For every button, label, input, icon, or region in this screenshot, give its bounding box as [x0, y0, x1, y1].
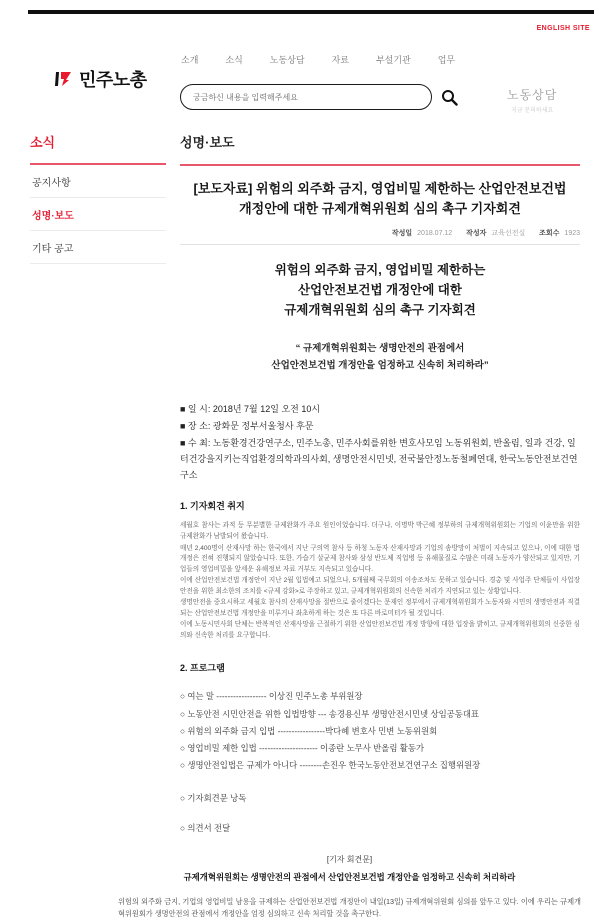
event-info-list — [180, 401, 580, 484]
body-paragraph-5: 이에 노동시민사회 단체는 반복적인 산재사망을 근절하기 위한 산업안전보건법 개정 방향에 대한 입장을 밝히고, 규제개혁위원회의 신중한 심의와 신속한 처리를 요구합니다. — [180, 621, 580, 639]
program-list — [180, 688, 580, 774]
search-input[interactable] — [180, 84, 432, 110]
search-bar — [180, 84, 458, 110]
headline-line-1: 위험의 외주화 금지, 영업비밀 제한하는 — [274, 263, 486, 278]
article-meta — [180, 228, 580, 238]
english-site-link[interactable]: ENGLISH SITE — [536, 25, 590, 32]
statement-body: 위험의 외주화 금지, 기업의 영업비밀 남용을 규제하는 산업안전보건법 개정안이 내일(13일) 규제개혁위원회 심의를 앞두고 있다. 이에 우리는 규제개혁위원회가 생명안전의 관점에서 개정안을 엄정 심의하고 신속 처리할 것을 촉구한다. — [118, 896, 581, 919]
sidebar — [30, 132, 166, 264]
meta-date-label: 작성일 — [391, 230, 413, 238]
statement-title: 규제개혁위원회는 생명안전의 관점에서 산업안전보건법 개정안을 엄정하고 신속히 처리하라 — [183, 871, 516, 882]
quote-line-2: 산업안전보건법 개정안을 엄정하고 신속히 처리하라” — [271, 359, 489, 371]
kctu-logo[interactable] — [54, 66, 147, 92]
meta-date-value: 2018.07.12 — [417, 230, 453, 238]
body-paragraph-3: 이에 산업안전보건법 개정안이 지난 2월 입법예고 되었으나, 5개월째 국무회의 이송조차도 못하고 있습니다. 경총 및 사업주 단체들이 사업장 안전을 위한 최소한의 조치를 <규제 강화>로 주장하고 있고, 규제개혁위원회의 신속한 처리가 지연되고 있는 상황입니다. — [180, 577, 580, 595]
meta-views-value: 1923 — [564, 230, 580, 238]
event-info-hosts: ■ 수 최: 노동환경건강연구소, 민주노총, 민주사회를위한 변호사모임 노동위원회, 반올림, 일과 건강, 일터건강을지키는직업환경의학과의사회, 생명안전시민넷, 전국불안정노동철폐연대, 한국노동안전보건연구소 — [180, 437, 578, 481]
meta-author-label: 작성자 — [466, 230, 487, 238]
body-paragraph-1: 세월호 참사는 과적 등 무분별한 규제완화가 주요 원인이었습니다. 더구나, 이명박 박근혜 정부하의 규제개혁위원회는 기업의 이윤만을 위한 규제완화가 남발되어 왔습니다. — [180, 522, 580, 541]
program-item-4: ○ 영업비밀 제한 입법 --------------------- 이종란 노무사 반올림 활동가 — [180, 743, 425, 754]
body-paragraph-2: 매년 2,400명이 산재사망 하는 한국에서 지난 구의역 참사 등 하청 노동자 산재사망과 기업의 솜방망이 처벌이 지속되고 있으나, 이에 대한 법 개정은 전혀 진행되지 않았습니다. 또한, 가습기 살균제 참사와 삼성 반도체 직업병 등 유해물질로 수많은 미래 노동자가 양산되고 있지만, 기업들의 영업비밀을 앞세운 유해정보 자료 거부도 지속되고 있습니다. — [180, 544, 580, 573]
meta-author-value: 교육선전실 — [491, 230, 526, 238]
top-divider-bar — [28, 10, 594, 14]
search-button[interactable] — [441, 89, 458, 106]
headline-line-3: 규제개혁위원회 심의 촉구 기자회견 — [284, 303, 476, 318]
labor-counsel-quicklink[interactable] — [507, 86, 557, 114]
global-nav — [181, 53, 455, 66]
statement-label: [기자 회견문] — [326, 854, 373, 864]
search-icon — [441, 94, 458, 109]
article-quote — [180, 341, 580, 374]
program-item-3: ○ 위험의 외주화 금지 입법 -----------------박다혜 변호사 민변 노동위원회 — [180, 725, 438, 736]
headline-line-2: 산업안전보건법 개정안에 대한 — [298, 283, 462, 298]
sidebar-item-statements[interactable]: 성명·보도 — [30, 198, 166, 231]
event-info-location: ■ 장 소: 광화문 정부서울청사 후문 — [180, 420, 314, 431]
section2-heading: 2. 프로그램 — [180, 663, 225, 674]
program-item-1: ○ 여는 말 ------------------ 이상진 민주노총 부위원장 — [180, 691, 363, 702]
body-paragraph-4: 생명안전을 중요시하고 세월호 참사의 산재사망을 절반으로 줄이겠다는 문재인 정부에서 규제개혁위원회가 노동자와 시민의 생명안전과 직결되는 산업안전보건법 개정안을 미루거나 좌초하게 하는 것은 또 다른 바로미터가 될 것입니다. — [180, 599, 580, 617]
program-item-5: ○ 생명안전입법은 규제가 아니다 --------손진우 한국노동안전보건연구소 집행위원장 — [180, 760, 481, 771]
program-item-delivery: ○ 의견서 전달 — [180, 822, 231, 833]
press-statement — [118, 854, 581, 921]
section1-heading: 1. 기자회견 취지 — [180, 501, 245, 512]
event-info-datetime: ■ 일 시: 2018년 7월 12일 오전 10시 — [180, 403, 321, 414]
page-title: 성명·보도 — [180, 135, 235, 150]
article-headline — [180, 260, 580, 320]
nav-item-news[interactable]: 소식 — [225, 55, 243, 65]
meta-divider — [180, 244, 580, 245]
nav-item-resources[interactable]: 자료 — [331, 55, 349, 65]
nav-item-labor-counsel[interactable]: 노동상담 — [269, 55, 305, 65]
content-divider — [180, 164, 580, 166]
program-item-reading: ○ 기자회견문 낭독 — [180, 792, 247, 803]
program-item-2: ○ 노동안전 시민안전을 위한 입법방향 --- 송경용신부 생명안전시민넷 상임공동대표 — [180, 708, 480, 719]
quicklink-title: 노동상담 — [507, 88, 558, 102]
logo-text: 민주노총 — [79, 70, 147, 90]
main-content — [118, 132, 581, 921]
quicklink-subtitle: 지금 문의하세요 — [511, 108, 554, 114]
meta-views-label: 조회수 — [539, 230, 560, 238]
nav-item-about[interactable]: 소개 — [181, 55, 199, 65]
article-title: [보도자료] 위험의 외주화 금지, 영업비밀 제한하는 산업안전보건법 개정안에 대한 규제개혁위원회 심의 촉구 기자회견 — [193, 181, 567, 217]
nav-item-tasks[interactable]: 업무 — [437, 55, 456, 65]
kctu-flag-icon — [54, 69, 74, 89]
sidebar-item-other-announcements[interactable]: 기타 공고 — [30, 231, 166, 264]
sidebar-item-notice[interactable]: 공지사항 — [30, 165, 166, 198]
article-body — [180, 521, 580, 641]
nav-item-affiliates[interactable]: 부설기관 — [375, 55, 411, 65]
sidebar-title: 소식 — [30, 135, 56, 150]
quote-line-1: “ 규제개혁위원회는 생명안전의 관점에서 — [295, 343, 465, 355]
